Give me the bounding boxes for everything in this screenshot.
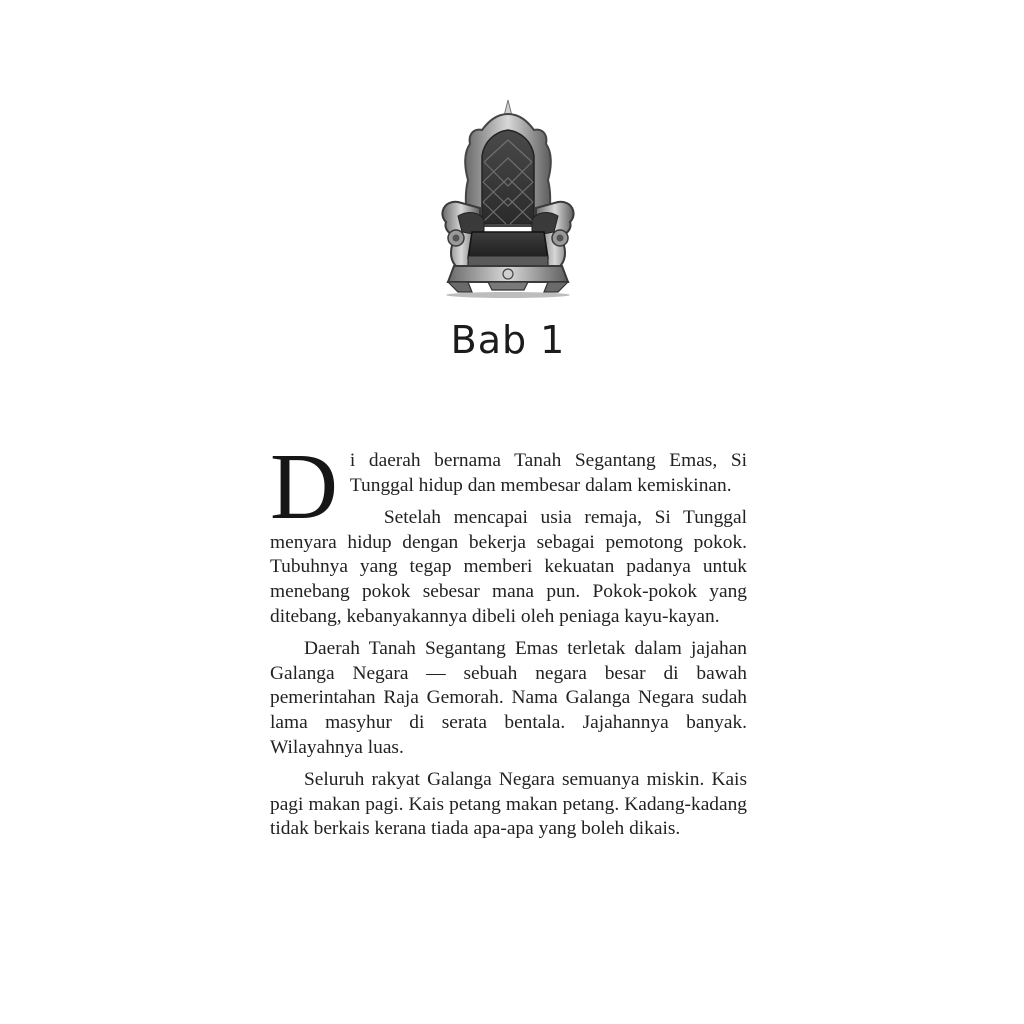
- chapter-title: Bab 1: [450, 318, 566, 362]
- paragraph-text: i daerah bernama Tanah Segantang Emas, Si Tunggal hidup dan membesar dalam kemiskinan.: [349, 450, 747, 496]
- chapter-body: [270, 435, 747, 850]
- drop-cap: D: [270, 435, 338, 539]
- paragraph: Seluruh rakyat Galanga Negara semuanya miskin. Kais pagi makan pagi. Kais petang makan petang. Kadang-kadang tidak berkais kerana tiada apa-apa yang boleh dikais.: [270, 769, 747, 840]
- paragraph: Setelah mencapai usia remaja, Si Tunggal menyara hidup dengan bekerja sebagai pemotong pokok. Tubuhnya yang tegap memberi kekuatan padanya untuk menebang pokok sebesar mana pun. Pokok-pokok yang ditebang, kebanyakannya dibeli oleh peniaga kayu-kayan.: [270, 507, 747, 627]
- paragraph: [270, 435, 747, 539]
- paragraph: Daerah Tanah Segantang Emas terletak dalam jajahan Galanga Negara — sebuah negara besar di bawah pemerintahan Raja Gemorah. Nama Galanga Negara sudah lama masyhur di serata bentala. Jajahannya banyak. Wilayahnya luas.: [270, 638, 747, 758]
- throne-icon: [428, 96, 588, 300]
